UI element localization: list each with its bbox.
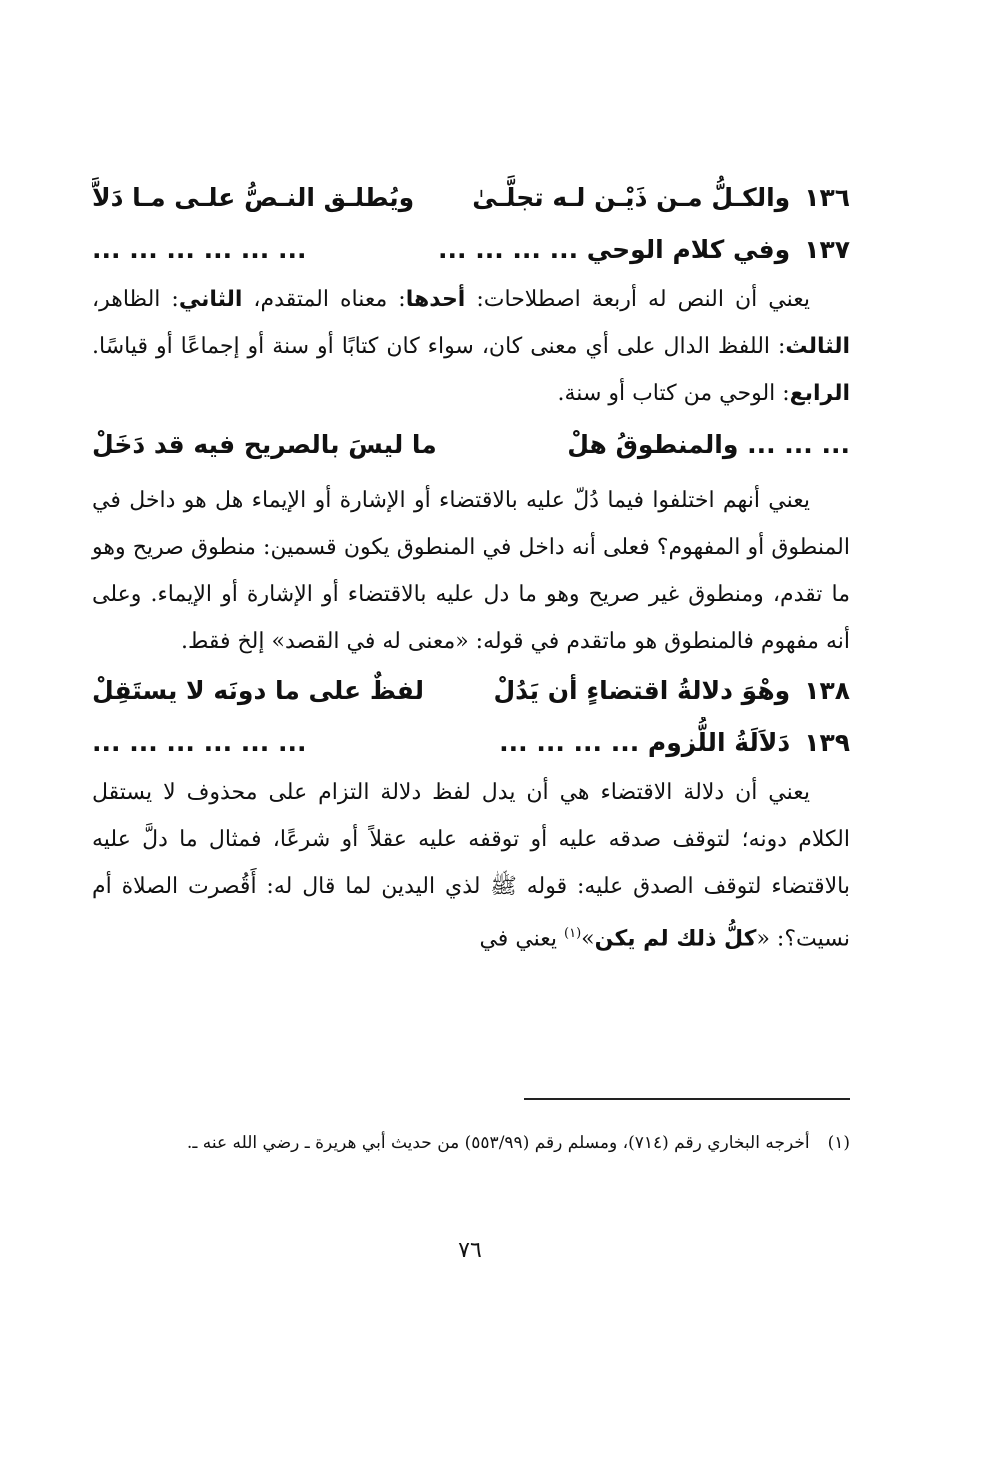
verse-line	[92, 717, 850, 769]
commentary-paragraph	[92, 769, 850, 962]
text-run: يعني أن النص له أربعة اصطلاحات:	[465, 287, 810, 312]
verse-number: ١٣٧	[804, 235, 850, 264]
verse-first-hemistich: ... ... ... والمنطوقُ هلْ	[567, 430, 850, 459]
text-run: يعني أن دلالة الاقتضاء هي أن يدل لفظ دلالة التزام على محذوف لا يستقل الكلام دونه؛ لتوقف صدقه عليه أو توقفه عليه عقلاً أو شرعًا، فمثال ما دلَّ عليه بالاقتضاء لتوقف الصدق عليه: قوله ﷺ لذي اليدين لما قال له: أَقُصرت الصلاة أم نسيت؟: «	[92, 780, 850, 952]
footnote	[92, 1126, 850, 1161]
bold-quote: كلُّ ذلك لم يكن	[594, 926, 757, 952]
commentary-paragraph: يعني أنهم اختلفوا فيما دُلّ عليه بالاقتضاء أو الإشارة أو الإيماء هل هو داخل في المنطوق أو المفهوم؟ فعلى أنه داخل في المنطوق يكون قسمين: منطوق صريح وهو ما تقدم، ومنطوق غير صريح وهو ما دل عليه بالاقتضاء أو الإشارة أو الإيماء. وعلى أنه مفهوم فالمنطوق هو ماتقدم في قوله: «معنى له في القصد» إلخ فقط.	[92, 488, 850, 654]
bold-term: الرابع	[789, 381, 850, 406]
text-run: »	[581, 926, 595, 952]
bold-term: الثاني	[178, 287, 243, 312]
verse-line	[92, 224, 850, 276]
bold-term: الثالث	[785, 334, 850, 359]
text-run: : الوحي من كتاب أو سنة.	[557, 381, 790, 406]
verse-second-hemistich: ما ليسَ بالصريح فيه قد دَخَلْ	[92, 430, 437, 459]
footnote-text: أخرجه البخاري رقم (٧١٤)، ومسلم رقم (٥٥٣/٩٩) من حديث أبي هريرة ـ رضي الله عنه ـ.	[186, 1133, 810, 1153]
verse-first-hemistich: وفي كلام الوحي ... ... ... ...	[438, 235, 791, 264]
text-run: : معناه المتقدم،	[242, 287, 406, 312]
text-run: : اللفظ الدال على أي معنى كان، سواء كان كتابًا أو سنة أو إجماعًا أو قياسًا.	[92, 334, 786, 359]
verse-number: ١٣٨	[804, 676, 850, 705]
footnote-number: (١)	[827, 1133, 850, 1153]
verse-second-hemistich: لفظٌ على ما دونَه لا يستَقِلْ	[92, 676, 424, 705]
verse-second-hemistich: ويُطلـق النـصُّ علـى مـا دَلاَّ	[92, 183, 415, 212]
page-number: ٧٦	[458, 1238, 482, 1263]
bold-term: أحدها	[405, 287, 466, 312]
verse-number: ١٣٦	[804, 183, 850, 212]
commentary-paragraph	[92, 276, 850, 417]
verse-first-hemistich: دَلاَلَةُ اللُّزوم ... ... ... ...	[499, 728, 791, 757]
verse-second-hemistich: ... ... ... ... ... ...	[92, 728, 307, 757]
verse-first-hemistich: وهْوَ دلالةُ اقتضاءٍ أن يَدُلْ	[493, 676, 791, 705]
verse-first-hemistich: والكـلُّ مـن ذَيْـن لـه تجلَّـىٰ	[472, 183, 791, 212]
footnote-reference[interactable]: (١)	[564, 926, 582, 941]
verse-line	[92, 419, 850, 471]
footnote-separator	[524, 1098, 850, 1100]
verse-second-hemistich: ... ... ... ... ... ...	[92, 235, 307, 264]
verse-line	[92, 665, 850, 717]
text-run: : الظاهر،	[92, 287, 179, 312]
text-run: يعني في	[479, 926, 565, 952]
verse-line	[92, 172, 850, 224]
page-body	[92, 172, 850, 962]
verse-number: ١٣٩	[804, 728, 850, 757]
